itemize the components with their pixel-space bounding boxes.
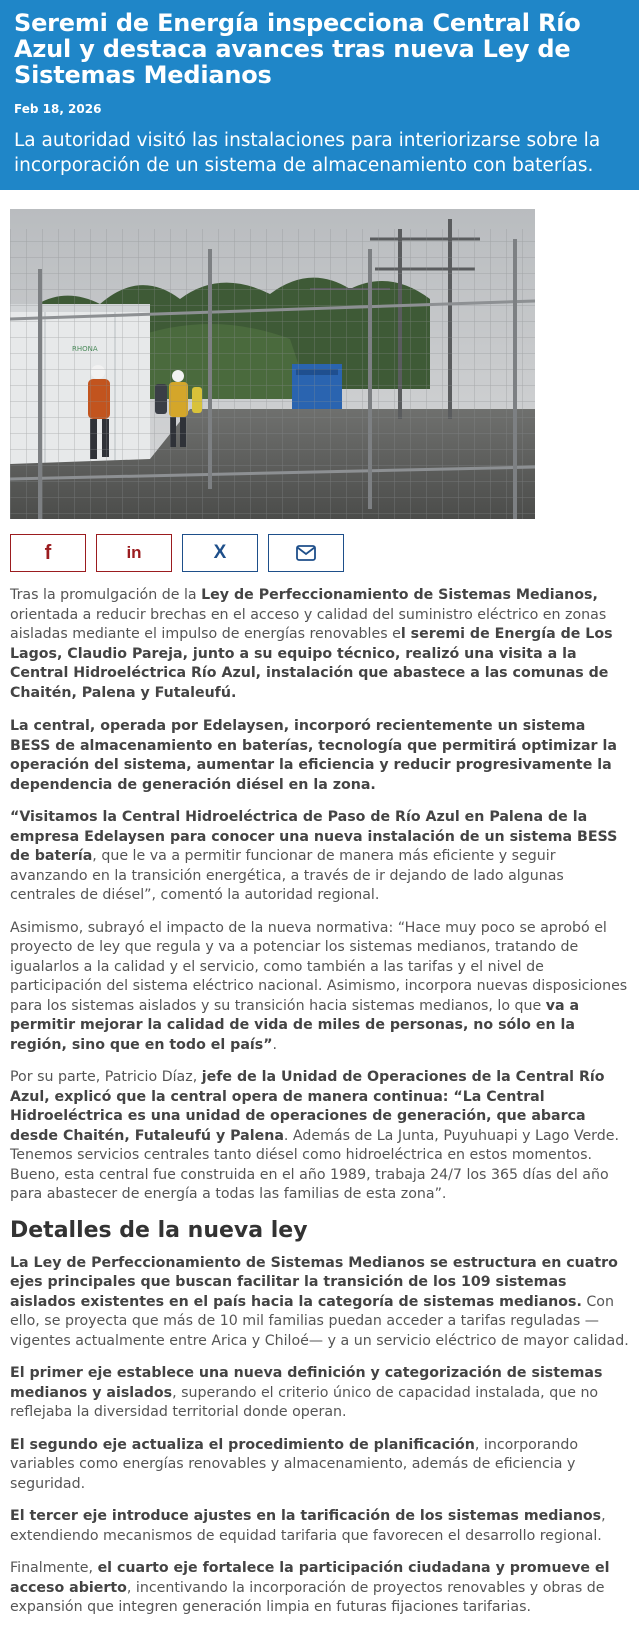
article-header: [0, 0, 639, 190]
paragraph: Finalmente, el cuarto eje fortalece la participación ciudadana y promueve el acceso abierto, incentivando la incorporación de proyectos renovables y obras de expansión que integren generación limpia en futuras fijaciones tarifarias.: [10, 1560, 610, 1615]
email-icon: [296, 545, 316, 561]
paragraph: “Visitamos la Central Hidroeléctrica de Paso de Río Azul en Palena de la empresa Edelaysen para conocer una nueva instalación de un sistema BESS de batería, que le va a permitir funcionar de manera más eficiente y seguir avanzando en la transición energética, a través de ir dejando de lado algunas centrales de diésel”, comentó la autoridad regional.: [10, 809, 618, 903]
facebook-icon: f: [44, 541, 52, 564]
paragraph: El tercer eje introduce ajustes en la tarificación de los sistemas medianos, extendiendo mecanismos de equidad tarifaria que favorecen el desarrollo regional.: [10, 1508, 606, 1544]
paragraph: La Ley de Perfeccionamiento de Sistemas Medianos se estructura en cuatro ejes principales que buscan facilitar la transición de los 109 sistemas aislados existentes en el país hacia la categoría de sistemas medianos. Con ello, se proyecta que más de 10 mil familias puedan acceder a tarifas reguladas —vigentes actualmente entre Arica y Chiloé— y a un servicio eléctrico de mayor calidad.: [10, 1254, 629, 1349]
paragraph: Asimismo, subrayó el impacto de la nueva normativa: “Hace muy poco se aprobó el proyecto de ley que regula y va a potenciar los sistemas medianos, tratando de igualarlos a la calidad y el servicio, como también a las tarifas y el nivel de participación del sistema eléctrico nacional. Asimismo, incorpora nuevas disposiciones para los sistemas aislados y su transición hacia sistemas medianos, lo que va a permitir mejorar la calidad de vida de miles de personas, no sólo en la región, sino que en todo el país”.: [10, 919, 628, 1053]
article-photo: [10, 209, 535, 519]
article-date: Feb 18, 2026: [14, 102, 102, 116]
linkedin-icon: in: [126, 543, 142, 562]
paragraph: Tras la promulgación de la Ley de Perfeccionamiento de Sistemas Medianos, orientada a reducir brechas en el acceso y calidad del suministro eléctrico en zonas aisladas mediante el impulso de energías renovables el seremi de Energía de Los Lagos, Claudio Pareja, junto a su equipo técnico, realizó una visita a la Central Hidroeléctrica Río Azul, instalación que abastece a las comunas de Chaitén, Palena y Futaleufú.: [10, 587, 613, 701]
article-title: Seremi de Energía inspecciona Central Río Azul y destaca avances tras nueva Ley de Sistemas Medianos: [14, 9, 581, 89]
share-bar: [10, 534, 344, 572]
share-x-button[interactable]: [182, 534, 258, 572]
share-email-button[interactable]: [268, 534, 344, 572]
article-body: [10, 586, 630, 1631]
paragraph: El segundo eje actualiza el procedimiento de planificación, incorporando variables como energías renovables y almacenamiento, además de eficiencia y seguridad.: [10, 1436, 579, 1492]
section-heading: Detalles de la nueva ley: [10, 1217, 308, 1243]
share-linkedin-button[interactable]: [96, 534, 172, 572]
paragraph: La central, operada por Edelaysen, incorporó recientemente un sistema BESS de almacenamiento en baterías, tecnología que permitirá optimizar la operación del sistema, aumentar la eficiencia y reducir progresivamente la dependencia de generación diésel en la zona.: [10, 718, 617, 793]
share-facebook-button[interactable]: [10, 534, 86, 572]
x-icon: X: [213, 542, 227, 563]
article-summary: La autoridad visitó las instalaciones para interiorizarse sobre la incorporación de un sistema de almacenamiento con baterías.: [14, 130, 601, 176]
paragraph: El primer eje establece una nueva definición y categorización de sistemas medianos y aislados, superando el criterio único de capacidad instalada, que no reflejaba la diversidad territorial donde operan.: [10, 1365, 603, 1420]
paragraph: Por su parte, Patricio Díaz, jefe de la Unidad de Operaciones de la Central Río Azul, explicó que la central opera de manera continua: “La Central Hidroeléctrica es una unidad de operaciones de generación, que abarca desde Chaitén, Futaleufú y Palena. Además de La Junta, Puyuhuapi y Lago Verde. Tenemos servicios centrales tanto diésel como hidroeléctrica en estos momentos. Bueno, esta central fue construida en el año 1989, trabaja 24/7 los 365 días del año para abastecer de energía a todas las familias de esta zona”.: [10, 1069, 620, 1202]
